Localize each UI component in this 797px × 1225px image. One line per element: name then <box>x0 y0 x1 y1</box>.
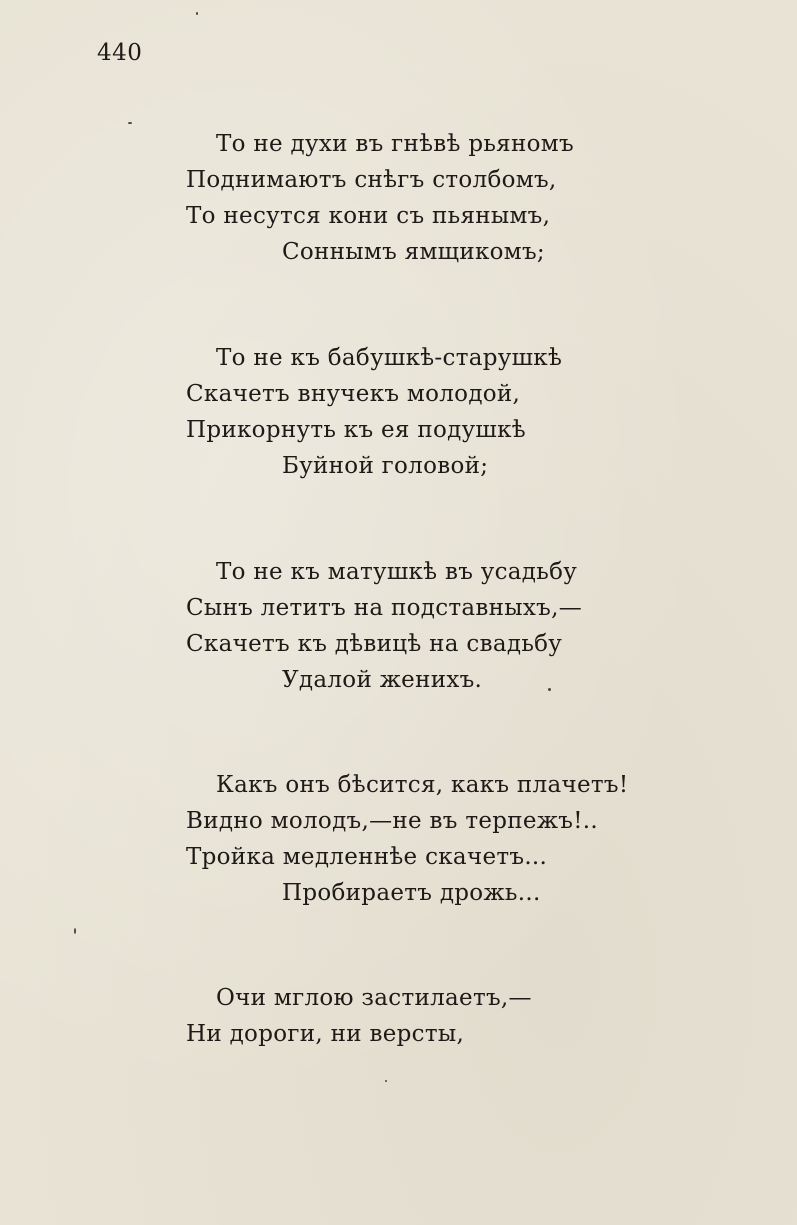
paper-speck <box>385 1080 387 1082</box>
verse-line: Очи мглою застилаетъ,— <box>216 985 532 1011</box>
verse-line: Буйной головой; <box>282 453 489 479</box>
verse-line: То несутся кони съ пьянымъ, <box>186 203 551 229</box>
verse-line: Соннымъ ямщикомъ; <box>282 239 545 265</box>
verse-line: Ни дороги, ни версты, <box>186 1021 465 1047</box>
verse-line: Пробираетъ дрожь... <box>282 880 541 906</box>
verse-line: Сынъ летитъ на подставныхъ,— <box>186 595 583 621</box>
verse-line: Удалой женихъ. <box>282 667 483 693</box>
paper-speck <box>548 688 551 691</box>
page-number: 440 <box>97 40 143 66</box>
verse-line: Видно молодъ,—не въ терпежъ!.. <box>186 808 598 834</box>
verse-line: То не духи въ гнѣвѣ рьяномъ <box>216 131 574 157</box>
paper-speck <box>74 928 76 934</box>
verse-line: Поднимаютъ снѣгъ столбомъ, <box>186 167 557 193</box>
paper-speck <box>128 122 132 124</box>
stanza-5 <box>186 980 626 1052</box>
verse-line: Скачетъ внучекъ молодой, <box>186 381 521 407</box>
verse-line: Скачетъ къ дѣвицѣ на свадьбу <box>186 631 563 657</box>
stanza-4 <box>186 767 629 911</box>
verse-line: Прикорнуть къ ея подушкѣ <box>186 417 526 443</box>
verse-line: То не къ матушкѣ въ усадьбу <box>216 559 578 585</box>
verse-line: То не къ бабушкѣ-старушкѣ <box>216 345 563 371</box>
verse-line: Тройка медленнѣе скачетъ... <box>186 844 548 870</box>
stanza-3 <box>186 554 626 698</box>
stanza-1 <box>186 126 626 270</box>
verse-line: Какъ онъ бѣсится, какъ плачетъ! <box>216 772 629 798</box>
paper-speck <box>196 12 198 15</box>
stanza-2 <box>186 340 626 484</box>
